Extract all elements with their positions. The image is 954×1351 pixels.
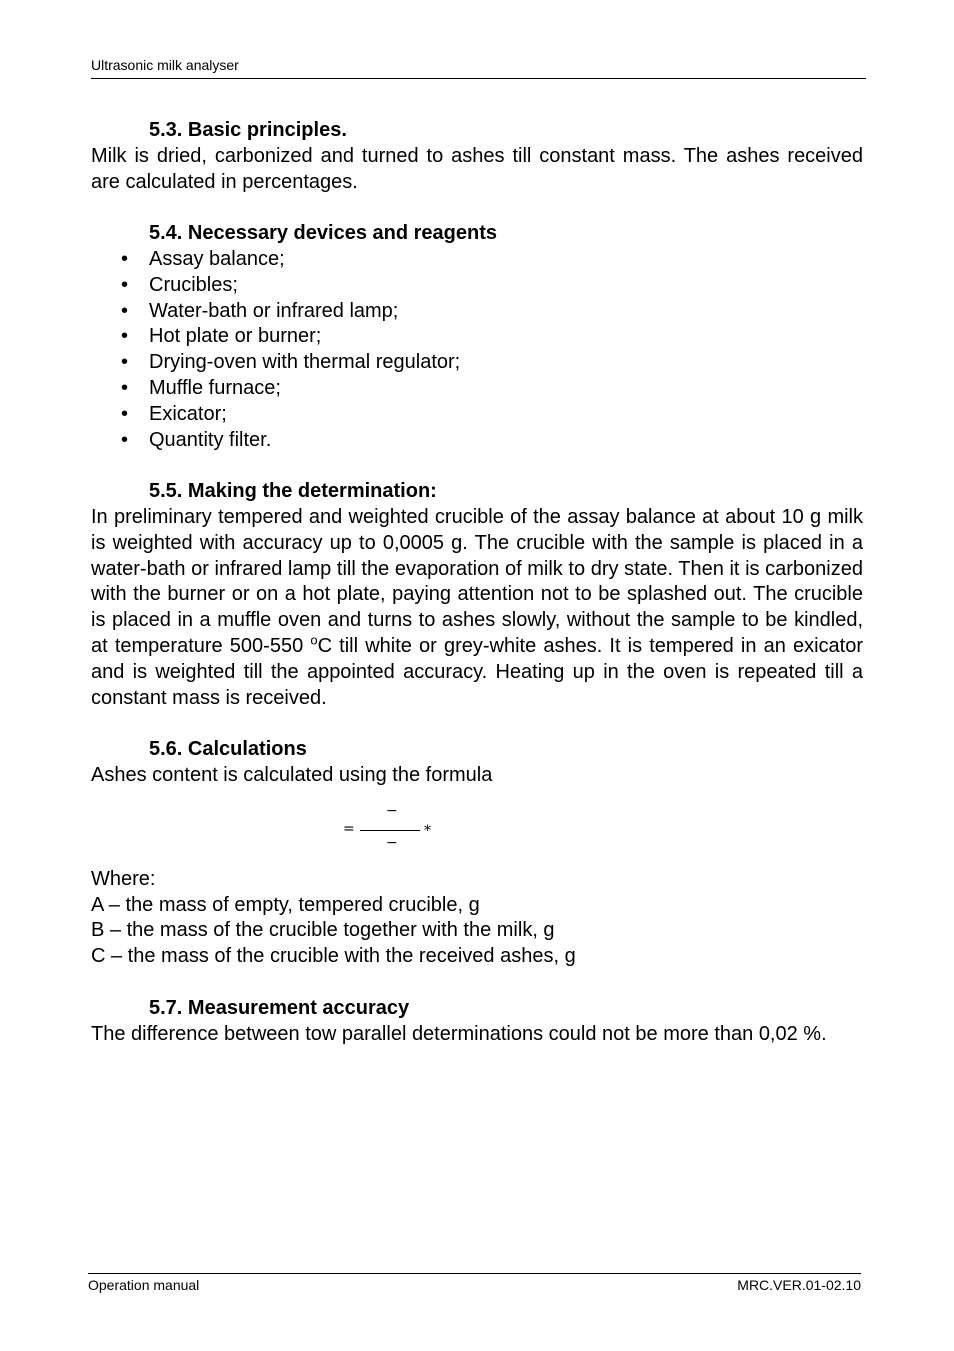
document-body	[91, 118, 863, 1047]
where-label: Where:	[91, 867, 156, 890]
list-item: • Muffle furnace;	[91, 376, 863, 402]
section-text-5-6: Ashes content is calculated using the formula	[91, 763, 493, 786]
formula-multiply: *	[424, 822, 431, 839]
list-item: • Quantity filter.	[91, 428, 863, 454]
definition-c: C – the mass of the crucible with the received ashes, g	[91, 945, 576, 968]
list-item: • Hot plate or burner;	[91, 324, 863, 350]
definition-b: B – the mass of the crucible together with the milk, g	[91, 919, 555, 942]
list-item: • Assay balance;	[91, 247, 863, 273]
footer-right: MRC.VER.01-02.10	[737, 1277, 861, 1293]
list-item: • Exicator;	[91, 402, 863, 428]
section-text-5-7: The difference between tow parallel determinations could not be more than 0,02 %.	[91, 1022, 827, 1045]
formula-equals: =	[343, 820, 355, 837]
definition-a: A – the mass of empty, tempered crucible, g	[91, 893, 480, 916]
determination-text-part2: C till white or grey-white ashes. It is tempered in an exicator and is weighted till the appointed accuracy. Heating up in the oven is repeated till a constant mass is received.	[91, 634, 863, 709]
section-heading-5-3: 5.3. Basic principles.	[149, 119, 347, 141]
header-title: Ultrasonic milk analyser	[91, 57, 239, 73]
ash-formula	[91, 789, 863, 867]
degree-superscript: o	[310, 632, 318, 648]
list-item: • Drying-oven with thermal regulator;	[91, 350, 863, 376]
list-item: • Water-bath or infrared lamp;	[91, 299, 863, 325]
devices-list	[91, 247, 863, 453]
section-heading-5-6: 5.6. Calculations	[149, 738, 307, 761]
determination-text-part1: In preliminary tempered and weighted crucible of the assay balance at about 10 g milk is weighted with accuracy up to 0,0005 g. The crucible with the sample is placed in a water-bath or infrared lamp till the evaporation of milk to dry state. Then it is carbonized with the burner or on a hot plate, paying attention not to be splashed out. The crucible is placed in a muffle oven and turns to ashes slowly, without the sample to be kindled, at temperature 500-550	[91, 505, 863, 657]
footer-left: Operation manual	[88, 1277, 200, 1293]
formula-denominator: −	[386, 834, 398, 851]
section-text-5-3: Milk is dried, carbonized and turned to ashes till constant mass. The ashes received are calculated in percentages.	[91, 144, 863, 193]
page-footer	[88, 1273, 861, 1293]
section-heading-5-4: 5.4. Necessary devices and reagents	[149, 222, 497, 245]
list-item: • Crucibles;	[91, 273, 863, 299]
page-header	[91, 57, 866, 79]
formula-numerator: −	[386, 802, 398, 819]
section-heading-5-5: 5.5. Making the determination:	[149, 480, 437, 503]
section-heading-5-7: 5.7. Measurement accuracy	[149, 996, 410, 1019]
section-text-5-5	[91, 505, 863, 711]
